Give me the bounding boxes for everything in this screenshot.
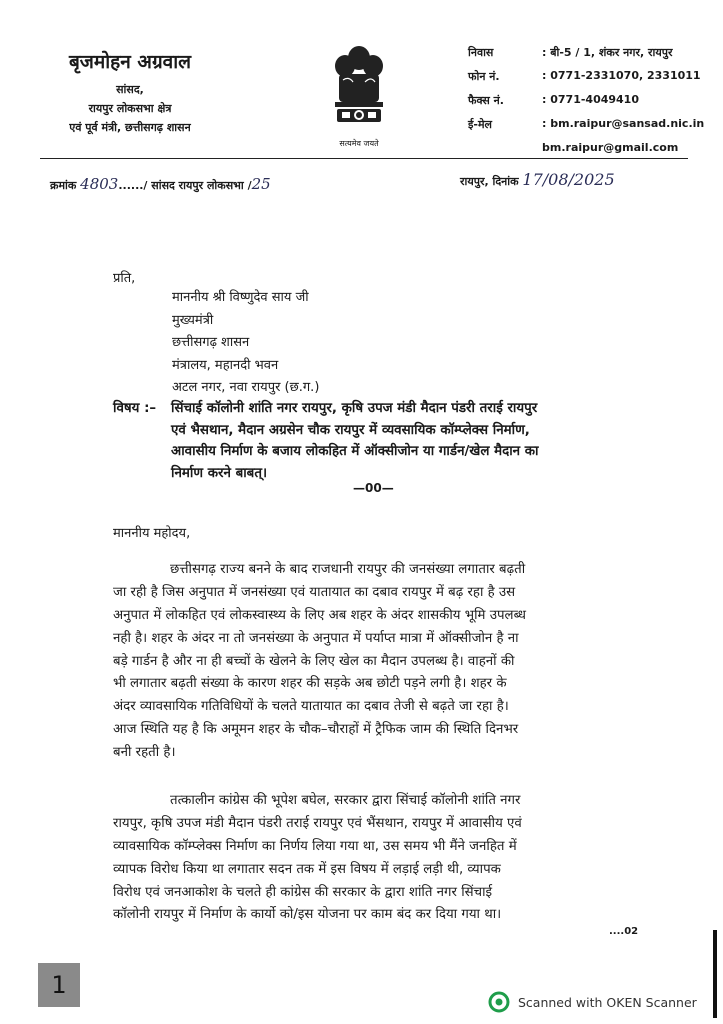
reference-number-handwritten: 4803 xyxy=(80,175,119,193)
contact-row xyxy=(468,45,704,69)
paragraph-line: अंदर व्यावसायिक गतिविधियों के चलते यातायात का दबाव तेजी से बढ़ते जा रहा है। xyxy=(113,699,509,715)
subject-text xyxy=(113,398,641,484)
subject-line: निर्माण करने बाबत्। xyxy=(171,465,268,481)
reference-year-handwritten: 25 xyxy=(251,175,271,193)
contact-details xyxy=(468,45,704,165)
contact-row xyxy=(468,141,704,165)
subject-line: एवं भैसथान, मैदान अग्रसेन चौक रायपुर में व्यवसायिक कॉम्प्लेक्स निर्माण, xyxy=(171,422,530,438)
paragraph-line: आज स्थिति यह है कि अमूमन शहर के चौक–चौराहों में ट्रैफिक जाम की स्थिति दिनभर xyxy=(113,722,519,738)
paragraph-line: छत्तीसगढ़ राज्य बनने के बाद राजधानी रायपुर की जनसंख्या लगातार बढ़ती xyxy=(170,562,526,577)
paragraph-line: व्यापक विरोध किया था लगातार सदन तक में इस विषय में लड़ाई लड़ी थी, व्यापक xyxy=(113,861,501,877)
body-paragraph-1 xyxy=(113,559,526,765)
paragraph-line: अनुपात में लोकहित एवं लोकस्वास्थ्य के लिए अब शहर के अंदर शासकीय भूमि उपलब्ध xyxy=(113,607,526,623)
address-line: माननीय श्री विष्णुदेव साय जी xyxy=(172,290,309,305)
contact-value: : 0771-4049410 xyxy=(542,93,639,106)
scanner-logo-icon xyxy=(488,991,510,1013)
subject-line: आवासीय निर्माण के बजाय लोकहित में ऑक्सीजोन या गार्डन/खेल मैदान का xyxy=(171,444,539,459)
scroll-edge-bar xyxy=(713,930,717,1018)
contact-row xyxy=(468,69,704,93)
paragraph-line: भी लगातार बढ़ती संख्या के कारण शहर की सड़के अब छोटी पड़ने लगी है। शहर के xyxy=(113,676,507,692)
contact-value: : 0771-2331070, 2331011 xyxy=(542,69,701,82)
subject-block xyxy=(113,398,641,484)
emblem-motto: सत्यमेव जयते xyxy=(339,139,379,148)
contact-label: निवास xyxy=(468,46,494,59)
separator: —00— xyxy=(353,481,394,495)
scanner-watermark-text: Scanned with OKEN Scanner xyxy=(518,994,697,1010)
sender-former-post: एवं पूर्व मंत्री, छत्तीसगढ़ शासन xyxy=(69,121,191,134)
address-line: मंत्रालय, महानदी भवन xyxy=(172,357,279,373)
letterhead-sender xyxy=(30,48,230,137)
contact-value: : बी-5 / 1, शंकर नगर, रायपुर xyxy=(542,46,673,59)
sender-designation: सांसद, xyxy=(116,83,144,96)
contact-label xyxy=(468,141,542,165)
contact-label: फोन नं. xyxy=(468,70,500,83)
paragraph-line: विरोध एवं जनआकोश के चलते ही कांग्रेस की सरकार के द्वारा शांति नगर सिंचाई xyxy=(113,884,493,900)
subject-line: सिंचाई कॉलोनी शांति नगर रायपुर, कृषि उपज मंडी मैदान पंडरी तराई रायपुर xyxy=(171,401,538,416)
contact-row xyxy=(468,93,704,117)
page-continuation: ....02 xyxy=(609,926,639,937)
subject-label: विषय :– xyxy=(113,401,157,416)
paragraph-line: तत्कालीन कांग्रेस की भूपेश बघेल, सरकार द्वारा सिंचाई कॉलोनी शांति नगर xyxy=(170,793,521,808)
reference-number xyxy=(50,175,271,193)
reference-middle: ....../ सांसद रायपुर लोकसभा / xyxy=(118,179,252,192)
paragraph-line: नही है। शहर के अंदर ना तो जनसंख्या के अनुपात में पर्याप्त मात्रा में ऑक्सीजोन है ना xyxy=(113,630,519,646)
contact-label: ई-मेल xyxy=(468,118,493,131)
contact-row xyxy=(468,117,704,141)
scanner-watermark xyxy=(488,991,697,1013)
date-handwritten: 17/08/2025 xyxy=(522,170,615,189)
paragraph-line: रायपुर, कृषि उपज मंडी मैदान पंडरी तराई रायपुर एवं भैंसथान, रायपुर में आवासीय एवं xyxy=(113,815,522,831)
ashoka-emblem-icon xyxy=(329,44,389,132)
address-line: छत्तीसगढ़ शासन xyxy=(172,335,250,351)
reference-prefix: क्रमांक xyxy=(50,179,77,192)
recipient-address xyxy=(172,287,319,400)
recipient-to: प्रति, xyxy=(113,271,136,286)
paragraph-line: बड़े गार्डन है और ना ही बच्चों के खेलने के लिए खेल का मैदान उपलब्ध है। वाहनों की xyxy=(113,653,515,669)
sender-name: बृजमोहन अग्रवाल xyxy=(68,51,192,73)
paragraph-line: जा रही है जिस अनुपात में जनसंख्या एवं यातायात का दबाव रायपुर में बढ़ रहा है उस xyxy=(113,584,516,600)
paragraph-line: बनी रहती है। xyxy=(113,745,176,761)
contact-value: : bm.raipur@sansad.nic.in xyxy=(542,117,705,130)
paragraph-line: व्यावसायिक कॉम्प्लेक्स निर्माण का निर्णय लिया गया था, उस समय भी मैंने जनहित में xyxy=(113,838,517,854)
contact-value: bm.raipur@gmail.com xyxy=(542,141,679,154)
address-line: मुख्यमंत्री xyxy=(172,312,214,328)
paragraph-line: कॉलोनी रायपुर में निर्माण के कार्यो को/इस योजना पर काम बंद कर दिया गया था। xyxy=(113,907,502,923)
letter-date xyxy=(460,170,615,189)
contact-label: फैक्स नं. xyxy=(468,94,504,107)
national-emblem xyxy=(328,44,390,149)
body-paragraph-2 xyxy=(113,790,522,927)
salutation: माननीय महोदय, xyxy=(113,526,191,541)
sender-constituency: रायपुर लोकसभा क्षेत्र xyxy=(88,102,172,115)
letterhead-divider xyxy=(40,158,688,159)
address-line: अटल नगर, नवा रायपुर (छ.ग.) xyxy=(172,380,320,396)
date-prefix: रायपुर, दिनांक xyxy=(460,175,519,188)
page-number-badge: 1 xyxy=(38,963,80,1007)
